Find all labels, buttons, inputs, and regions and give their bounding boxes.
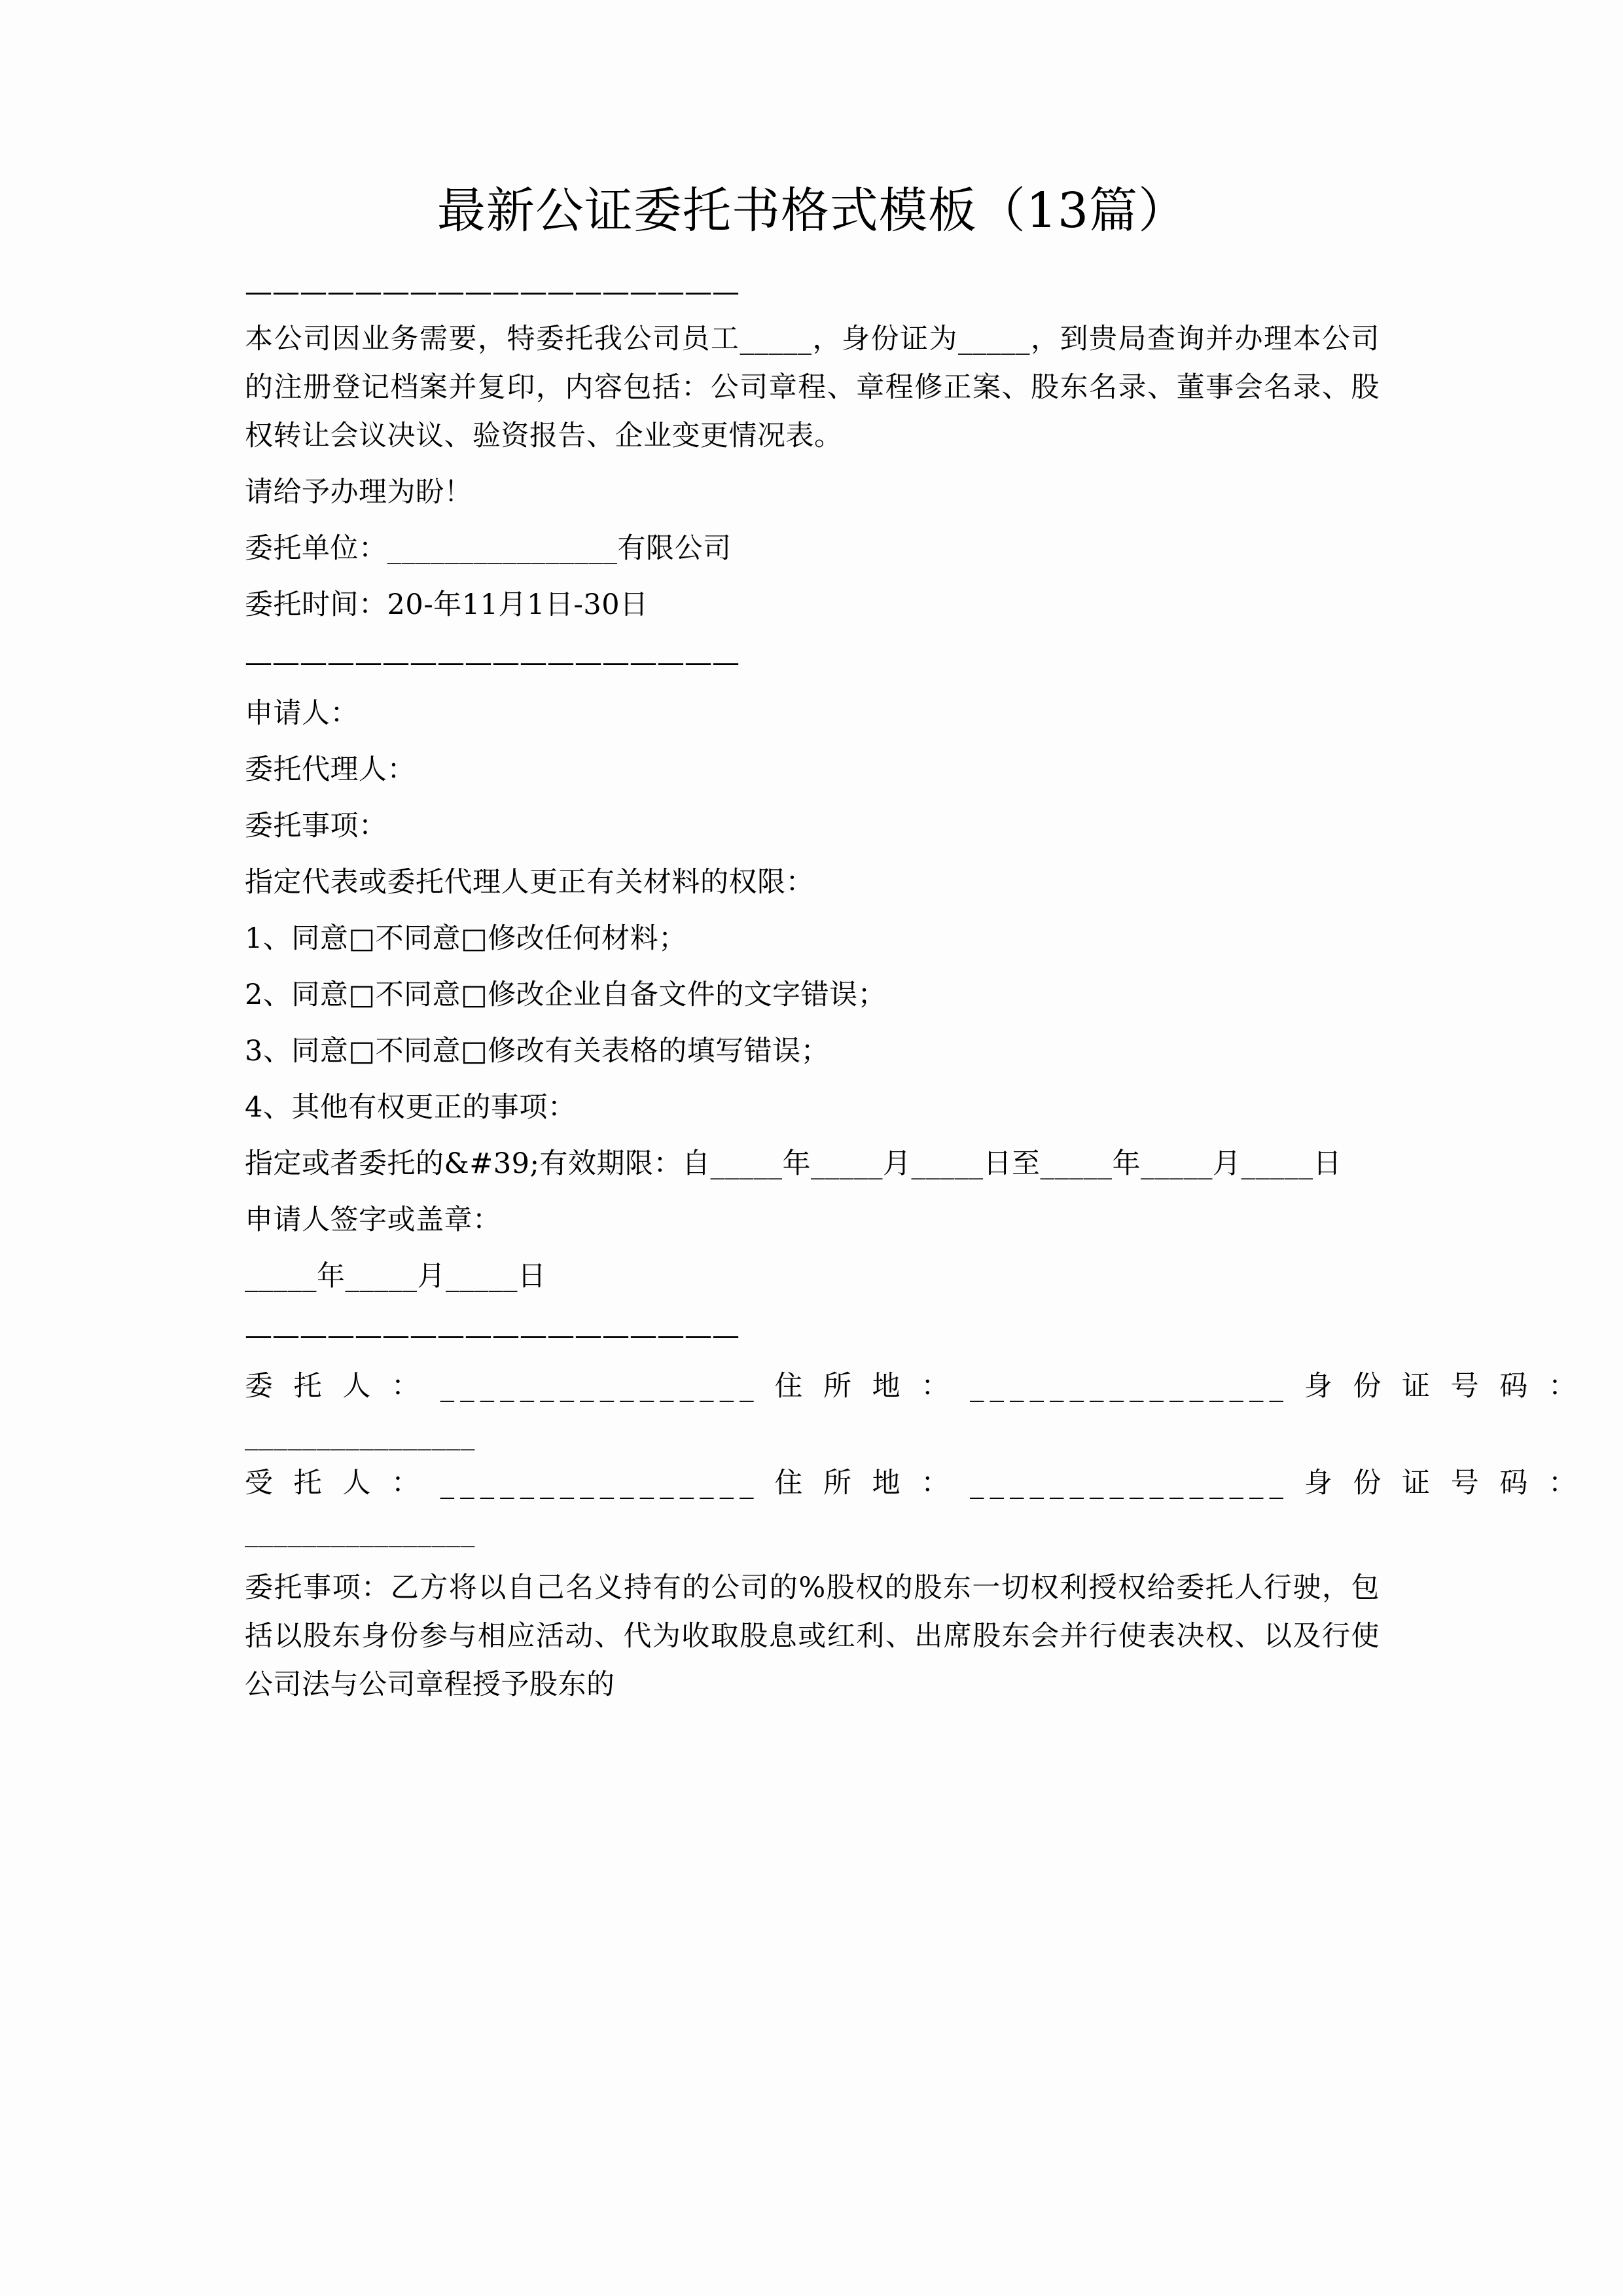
list-item-authority-4: 4、其他有权更正的事项： <box>245 1090 577 1124</box>
paragraph-entrusted-matters-detail: 委托事项：乙方将以自己名义持有的公司的%股权的股东一切权利授权给委托人行驶，包括以股东身份参与相应活动、代为收取股息或红利、出席股东会并行使表决权、以及行使公司法与公司章程授予股东的 <box>245 1571 1380 1701</box>
separator-rule-top: —————————————————— <box>245 278 740 308</box>
list-item-authority-1: 1、同意□不同意□修改任何材料； <box>245 922 687 955</box>
page-title: 最新公证委托书格式模板（13篇） <box>437 183 1188 239</box>
paragraph-entrusting-unit: 委托单位：________________有限公司 <box>245 531 732 565</box>
paragraph-validity-period: 指定或者委托的&#39;有效期限：自_____年_____月_____日至_____年_____月_____日 <box>245 1147 1342 1180</box>
document-content <box>245 0 1583 1709</box>
separator-rule-bottom: —————————————————— <box>245 1321 740 1351</box>
list-item-authority-3: 3、同意□不同意□修改有关表格的填写错误； <box>245 1034 830 1067</box>
label-entrusted-matters: 委托事项： <box>245 809 387 842</box>
list-item-authority-2: 2、同意□不同意□修改企业自备文件的文字错误； <box>245 978 887 1011</box>
row-entrustee-tail-blank: ________________ <box>245 1515 475 1548</box>
separator-rule-middle: —————————————————— <box>245 648 740 678</box>
label-entrusted-agent: 委托代理人： <box>245 753 416 786</box>
row-entruster-tail-blank: ________________ <box>245 1418 475 1451</box>
paragraph-company-request: 本公司因业务需要，特委托我公司员工_____，身份证为_____，到贵局查询并办理本公司的注册登记档案并复印，内容包括：公司章程、章程修正案、股东名录、董事会名录、股权转让会议决议、验资报告、企业变更情况表。 <box>245 322 1380 452</box>
label-applicant-signature: 申请人签字或盖章： <box>245 1203 501 1236</box>
row-entrustee: 受 托 人 ： ________________ 住 所 地 ： ________________ 身 份 证 号 码 ： <box>245 1466 1583 1499</box>
row-entruster: 委 托 人 ： ________________ 住 所 地 ： ________________ 身 份 证 号 码 ： <box>245 1369 1583 1403</box>
paragraph-please-process: 请给予办理为盼！ <box>245 475 473 509</box>
date-blank-line: _____年_____月_____日 <box>245 1259 546 1293</box>
paragraph-entrusting-time: 委托时间：20-年11月1日-30日 <box>245 588 649 621</box>
paragraph-authority-intro: 指定代表或委托代理人更正有关材料的权限： <box>245 865 814 899</box>
label-applicant: 申请人： <box>245 696 359 730</box>
